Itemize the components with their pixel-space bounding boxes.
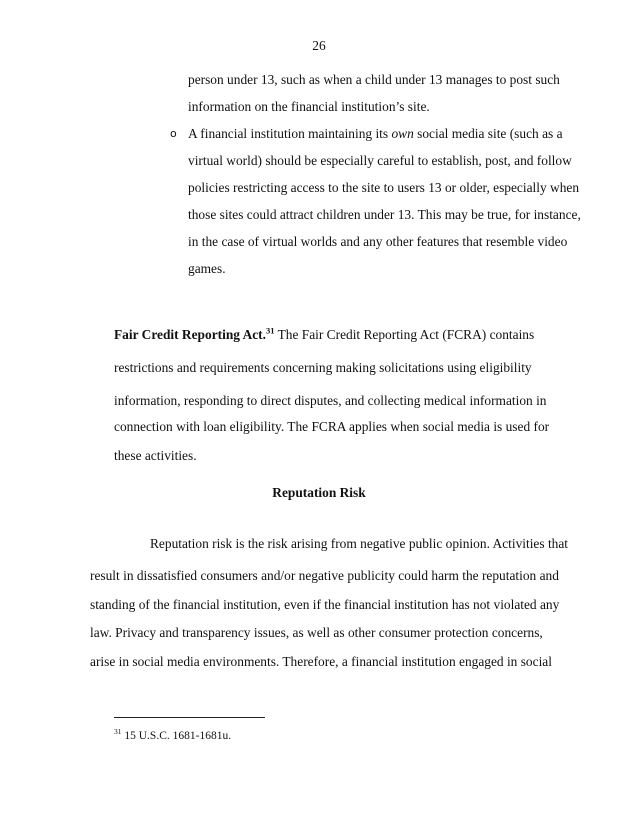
footnote-separator xyxy=(114,717,265,718)
text-line: these activities. xyxy=(114,448,197,463)
fcra-heading: Fair Credit Reporting Act. xyxy=(114,327,266,342)
footnote-number: 31 xyxy=(114,727,122,737)
text-line: virtual world) should be especially careful to establish, post, and follow xyxy=(188,153,572,168)
text-line: result in dissatisfied consumers and/or negative publicity could harm the reputation and xyxy=(90,568,559,583)
text-line xyxy=(114,327,534,343)
text-line: law. Privacy and transparency issues, as well as other consumer protection concerns, xyxy=(90,625,543,640)
text-line: restrictions and requirements concerning making solicitations using eligibility xyxy=(114,360,532,375)
text-line: standing of the financial institution, even if the financial institution has not violated any xyxy=(90,597,560,612)
text-line xyxy=(188,126,563,142)
footnote-text: 15 U.S.C. 1681-1681u. xyxy=(121,730,232,742)
text-line: arise in social media environments. Therefore, a financial institution engaged in social xyxy=(90,654,552,669)
footnote xyxy=(114,729,231,743)
text-line: policies restricting access to the site to users 13 or older, especially when xyxy=(188,180,580,195)
text-line: information, responding to direct disputes, and collecting medical information in xyxy=(114,393,547,408)
text-line: person under 13, such as when a child under 13 manages to post such xyxy=(188,72,560,87)
text-line: games. xyxy=(188,261,226,276)
page-number: 26 xyxy=(312,38,326,53)
text-run: A financial institution maintaining its xyxy=(188,126,392,141)
text-run: social media site (such as a xyxy=(413,126,563,141)
emphasis-text: own xyxy=(391,126,414,141)
section-heading: Reputation Risk xyxy=(272,485,366,500)
footnote-reference: 31 xyxy=(265,325,275,336)
text-line: information on the financial institution’s site. xyxy=(188,99,430,114)
text-line: connection with loan eligibility. The FCRA applies when social media is used for xyxy=(114,419,550,434)
bullet-marker: o xyxy=(170,127,177,140)
text-line: Reputation risk is the risk arising from negative public opinion. Activities that xyxy=(150,536,569,551)
text-line: those sites could attract children under 13. This may be true, for instance, xyxy=(188,207,581,222)
text-run: The Fair Credit Reporting Act (FCRA) contains xyxy=(274,327,535,342)
text-line: in the case of virtual worlds and any other features that resemble video xyxy=(188,234,568,249)
